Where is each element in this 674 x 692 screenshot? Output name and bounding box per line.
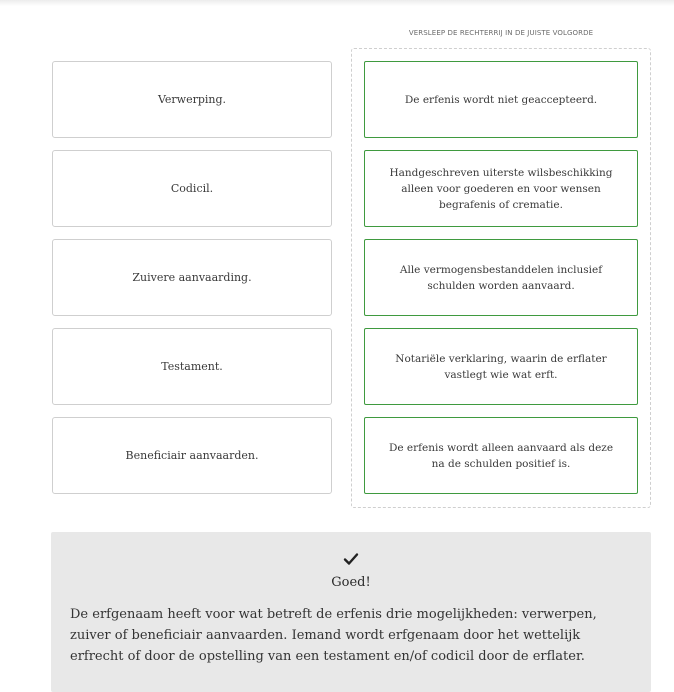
term-label: Verwerping. xyxy=(157,93,227,106)
definition-card[interactable] xyxy=(364,61,638,138)
definition-card[interactable] xyxy=(364,150,638,227)
term-card xyxy=(52,417,332,494)
term-card xyxy=(52,328,332,405)
definition-label: Alle vermogensbestanddelen inclusief schulden worden aanvaard. xyxy=(399,263,603,292)
drag-instruction: VERSLEEP DE RECHTERRIJ IN DE JUISTE VOLGORDE xyxy=(408,29,594,37)
definition-card[interactable] xyxy=(364,328,638,405)
definition-label: De erfenis wordt alleen aanvaard als deze na de schulden positief is. xyxy=(388,441,614,470)
term-card xyxy=(52,150,332,227)
definition-label: Handgeschreven uiterste wilsbeschikking alleen voor goederen en voor wensen begrafenis of crematie. xyxy=(389,166,613,211)
top-edge-shadow xyxy=(0,0,674,6)
definition-label: De erfenis wordt niet geaccepteerd. xyxy=(404,93,598,106)
feedback-explanation: De erfgenaam heeft voor wat betreft de erfenis drie mogelijkheden: verwerpen, zuiver of beneficiair aanvaarden. Iemand wordt erfgenaam door het wettelijk erfrecht of door de opstelling van een testament en/of codicil door de erflater. xyxy=(70,607,597,664)
feedback-title: Goed! xyxy=(331,575,371,590)
checkmark-icon xyxy=(343,552,359,566)
term-label: Testament. xyxy=(161,360,223,373)
term-label: Beneficiair aanvaarden. xyxy=(125,449,259,462)
definition-card[interactable] xyxy=(364,239,638,316)
feedback-panel xyxy=(51,532,651,692)
term-label: Codicil. xyxy=(170,182,214,195)
definition-column xyxy=(364,61,638,506)
term-column xyxy=(52,61,332,506)
definition-label: Notariële verklaring, waarin de erflater vastlegt wie wat erft. xyxy=(395,352,607,381)
term-card xyxy=(52,239,332,316)
term-label: Zuivere aanvaarding. xyxy=(132,271,252,284)
term-card xyxy=(52,61,332,138)
definition-card[interactable] xyxy=(364,417,638,494)
